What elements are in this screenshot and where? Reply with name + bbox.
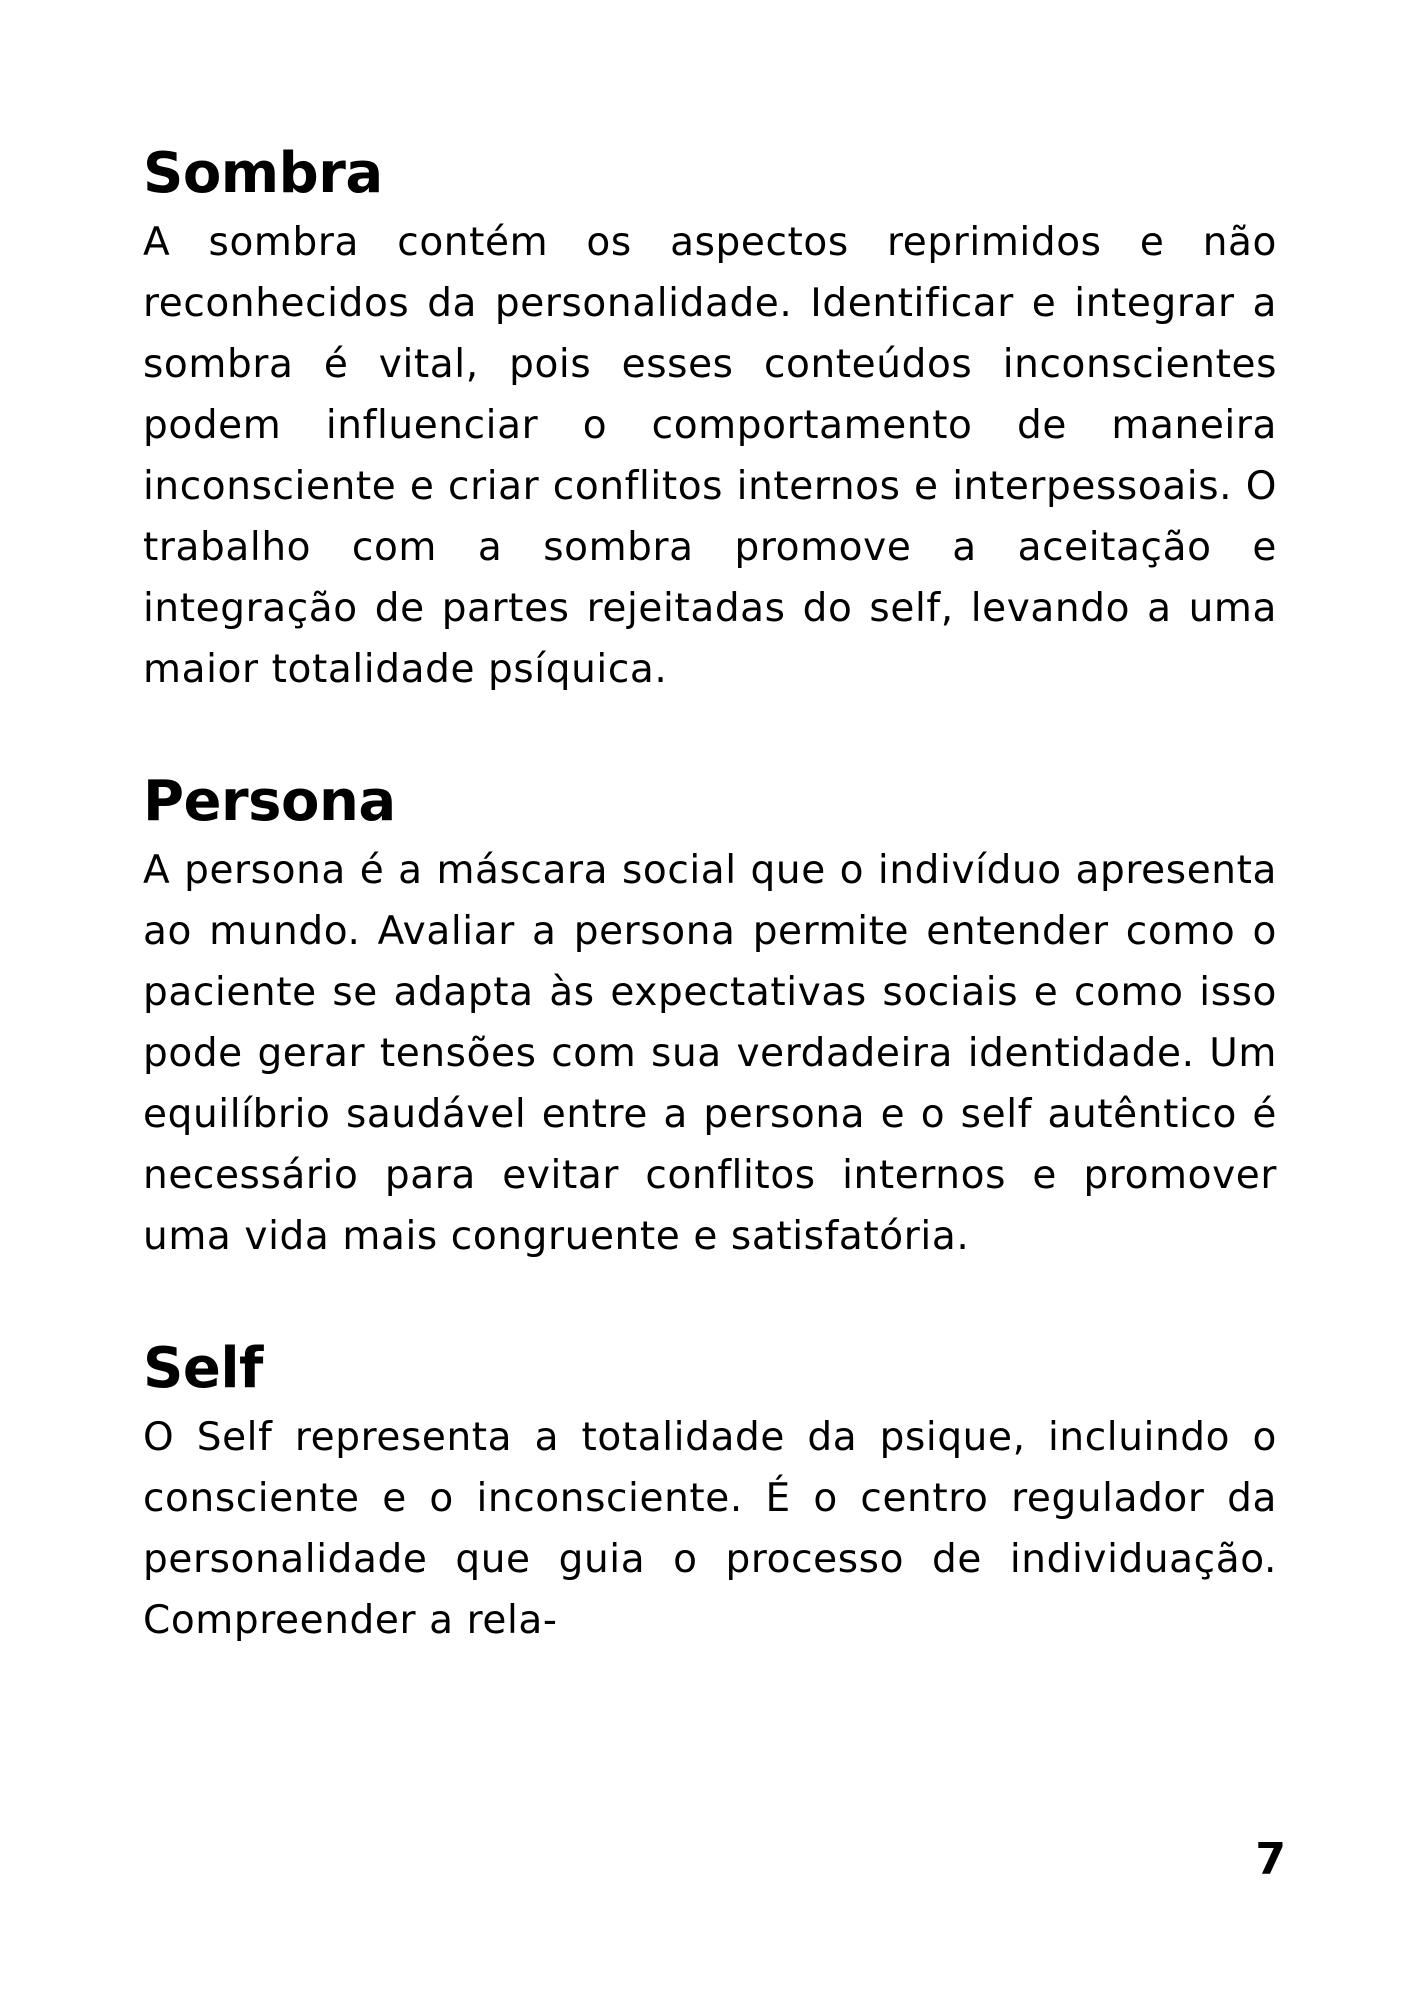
section-title-persona: Persona	[143, 769, 396, 834]
section-body-persona: A persona é a máscara social que o indivíduo apresenta ao mundo. Avaliar a persona permite entender como o paciente se adapta às expectativas sociais e como isso pode gerar tensões com sua verdadeira identidade. Um equilíbrio saudável entre a persona e o self autêntico é necessário para evitar conflitos internos e promover uma vida mais congruente e satisfatória.	[143, 848, 1277, 1259]
section-sombra	[143, 138, 1277, 700]
section-title-self: Self	[143, 1336, 263, 1401]
section-persona	[143, 766, 1277, 1267]
page-content	[143, 138, 1277, 1717]
section-self	[143, 1333, 1277, 1651]
section-body-sombra: A sombra contém os aspectos reprimidos e não reconhecidos da personalidade. Identificar e integrar a sombra é vital, pois esses conteúdos inconscientes podem influenciar o comportamento de maneira inconsciente e criar conflitos internos e interpessoais. O trabalho com a sombra promove a aceitação e integração de partes rejeitadas do self, levando a uma maior totalidade psíquica.	[143, 220, 1277, 692]
section-body-self: O Self representa a totalidade da psique, incluindo o consciente e o inconsciente. É o centro regulador da personalidade que guia o processo de individuação. Compreender a rela-	[143, 1415, 1277, 1643]
section-title-sombra: Sombra	[143, 141, 383, 206]
page-number: 7	[1255, 1834, 1286, 1885]
